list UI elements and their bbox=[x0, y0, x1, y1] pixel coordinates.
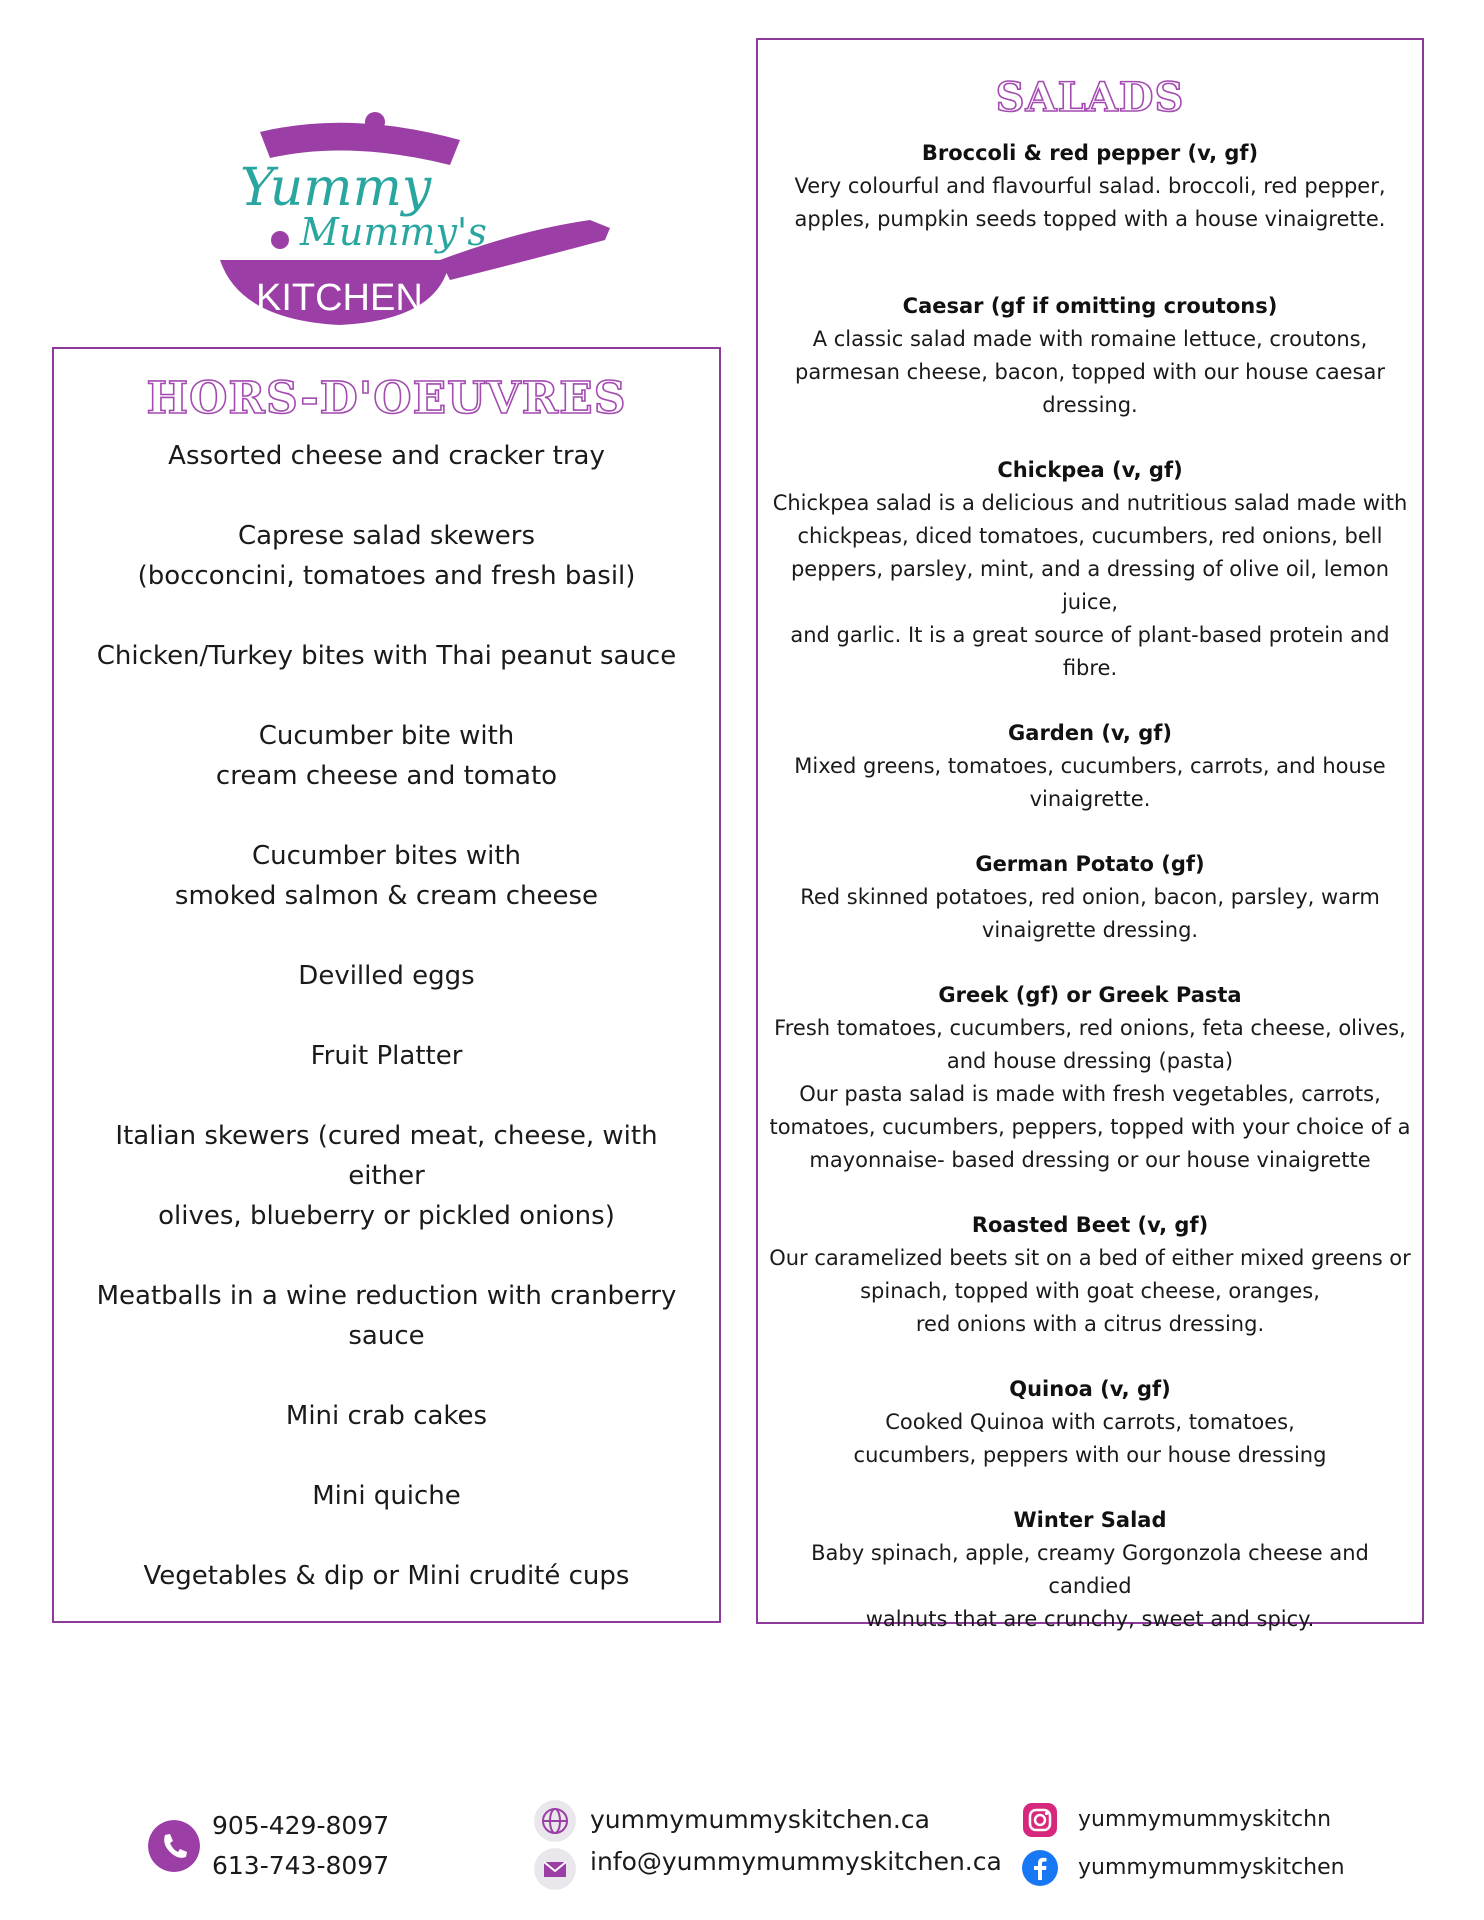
salad-item bbox=[758, 1373, 1422, 1472]
salad-description: Fresh tomatoes, cucumbers, red onions, feta cheese, olives, and house dressing (pasta) Our pasta salad is made with fresh vegetables, carrots, tomatoes, cucumbers, peppers, topped with your choice of a mayonnaise- based dressing or our house vinaigrette bbox=[769, 1016, 1411, 1172]
instagram-handle[interactable]: yummymummyskitchn bbox=[1078, 1807, 1332, 1832]
list-item: Chicken/Turkey bites with Thai peanut sauce bbox=[96, 641, 677, 671]
list-item: Mini crab cakes bbox=[285, 1401, 488, 1431]
list-item: Caprese salad skewers (bocconcini, tomatoes and fresh basil) bbox=[137, 521, 636, 591]
salad-description: Our caramelized beets sit on a bed of either mixed greens or spinach, topped with goat cheese, oranges, red onions with a citrus dressing. bbox=[769, 1246, 1411, 1336]
email-link[interactable]: info@yummymummyskitchen.ca bbox=[590, 1847, 1002, 1876]
instagram-icon bbox=[1022, 1802, 1058, 1838]
list-item: Italian skewers (cured meat, cheese, with either olives, blueberry or pickled onions) bbox=[115, 1121, 658, 1231]
phone-number-2[interactable]: 613-743-8097 bbox=[212, 1851, 390, 1880]
list-item: Devilled eggs bbox=[298, 961, 475, 991]
salad-item bbox=[758, 848, 1422, 947]
envelope-icon bbox=[534, 1848, 576, 1890]
logo-banner-kitchen: KITCHEN bbox=[256, 277, 423, 319]
salad-name: Winter Salad bbox=[1013, 1508, 1167, 1532]
salad-name: German Potato (gf) bbox=[975, 852, 1205, 876]
salad-name: Greek (gf) or Greek Pasta bbox=[938, 983, 1242, 1007]
salad-item bbox=[758, 979, 1422, 1177]
salad-description: Baby spinach, apple, creamy Gorgonzola cheese and candied walnuts that are crunchy, sweet and spicy. bbox=[811, 1541, 1369, 1631]
salad-description: Red skinned potatoes, red onion, bacon, parsley, warm vinaigrette dressing. bbox=[800, 885, 1380, 942]
salads-section bbox=[756, 38, 1424, 1631]
salad-name: Roasted Beet (v, gf) bbox=[971, 1213, 1209, 1237]
salad-name: Caesar (gf if omitting croutons) bbox=[902, 294, 1278, 318]
salad-item bbox=[758, 717, 1422, 816]
list-item: Meatballs in a wine reduction with cranberry sauce bbox=[96, 1281, 677, 1351]
phone-number-1[interactable]: 905-429-8097 bbox=[212, 1811, 390, 1840]
hors-doeuvres-list bbox=[54, 436, 719, 1596]
facebook-handle[interactable]: yummymummyskitchen bbox=[1078, 1855, 1345, 1880]
salad-item bbox=[758, 137, 1422, 236]
salad-name: Broccoli & red pepper (v, gf) bbox=[921, 141, 1259, 165]
hors-doeuvres-title: HORS-D'OEUVRES bbox=[146, 373, 627, 424]
salad-description: Chickpea salad is a delicious and nutritious salad made with chickpeas, diced tomatoes, cucumbers, red onions, bell peppers, parsley, mint, and a dressing of olive oil, lemon juice, and garlic. It is a great source of plant-based protein and fibre. bbox=[772, 491, 1408, 680]
phone-icon bbox=[148, 1820, 200, 1872]
salad-description: Very colourful and flavourful salad. broccoli, red pepper, apples, pumpkin seeds topped with a house vinaigrette. bbox=[794, 174, 1386, 231]
salad-description: A classic salad made with romaine lettuce, croutons, parmesan cheese, bacon, topped with our house caesar dressing. bbox=[795, 327, 1385, 417]
salad-name: Quinoa (v, gf) bbox=[1009, 1377, 1171, 1401]
salad-description: Mixed greens, tomatoes, cucumbers, carrots, and house vinaigrette. bbox=[794, 754, 1386, 811]
website-link[interactable]: yummymummyskitchen.ca bbox=[590, 1805, 930, 1834]
salad-name: Garden (v, gf) bbox=[1008, 721, 1172, 745]
logo-script-yummy: Yummy bbox=[240, 158, 432, 218]
salad-item bbox=[758, 1504, 1422, 1636]
facebook-icon bbox=[1022, 1850, 1058, 1886]
globe-icon bbox=[534, 1800, 576, 1842]
salad-description: Cooked Quinoa with carrots, tomatoes, cucumbers, peppers with our house dressing bbox=[853, 1410, 1327, 1467]
hors-doeuvres-section bbox=[52, 347, 721, 1623]
salad-name: Chickpea (v, gf) bbox=[997, 458, 1183, 482]
list-item: Fruit Platter bbox=[310, 1041, 463, 1071]
list-item: Mini quiche bbox=[312, 1481, 461, 1511]
list-item: Cucumber bite with cream cheese and tomato bbox=[215, 721, 558, 791]
cupcake-icon bbox=[271, 231, 289, 249]
salad-item bbox=[758, 290, 1422, 422]
logo-script-mummys: Mummy's bbox=[300, 210, 487, 254]
list-item: Vegetables & dip or Mini crudité cups bbox=[143, 1561, 630, 1591]
salads-title: SALADS bbox=[995, 74, 1185, 121]
salad-item bbox=[758, 454, 1422, 685]
salad-item bbox=[758, 1209, 1422, 1341]
list-item: Assorted cheese and cracker tray bbox=[168, 441, 605, 471]
yummy-mummys-kitchen-logo bbox=[200, 110, 620, 330]
list-item: Cucumber bites with smoked salmon & cream cheese bbox=[174, 841, 599, 911]
